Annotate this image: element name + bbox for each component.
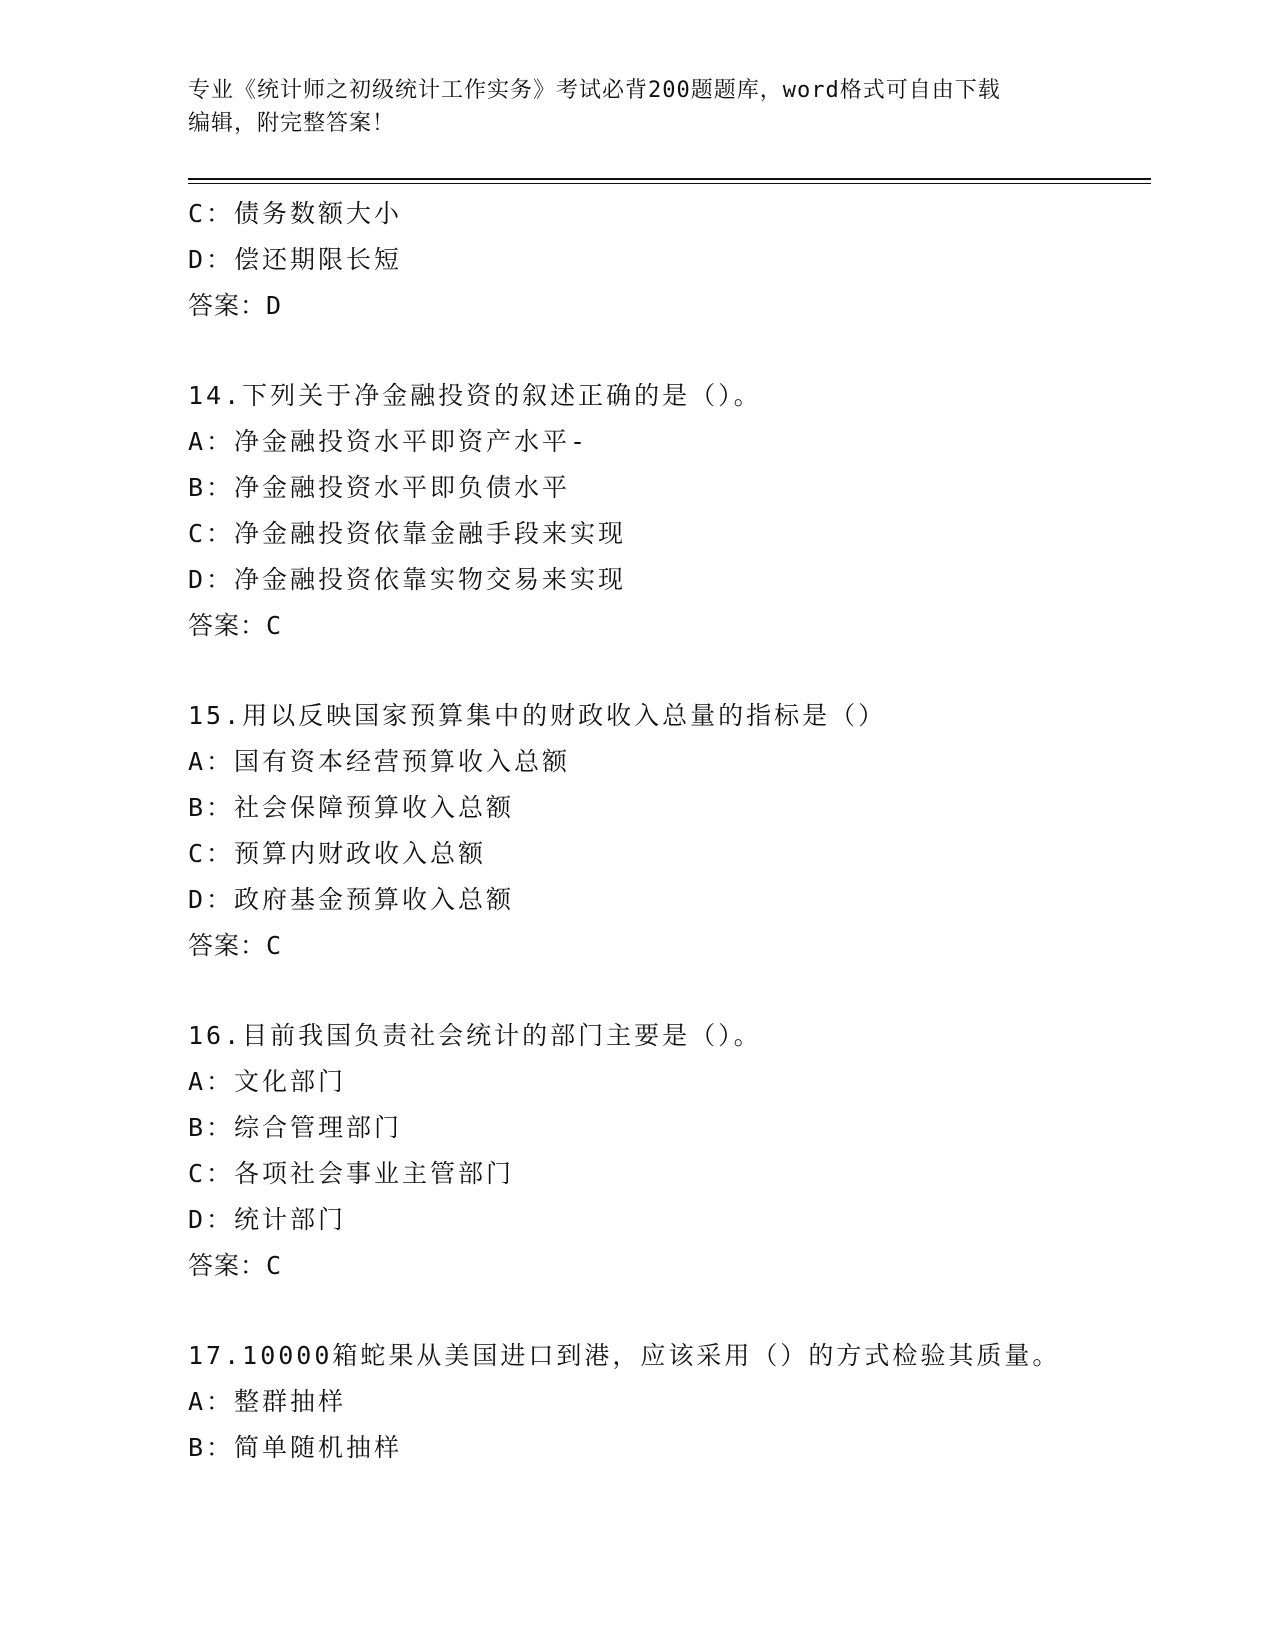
option-a: A：净金融投资水平即资产水平- — [188, 427, 589, 456]
question-block-14 — [188, 373, 1148, 649]
question-text: 14.下列关于净金融投资的叙述正确的是（）。 — [188, 381, 762, 410]
question-text: 16.目前我国负责社会统计的部门主要是（）。 — [188, 1021, 762, 1050]
option-a: A：文化部门 — [188, 1067, 347, 1096]
answer-line: 答案：C — [188, 931, 283, 960]
option-c: C：净金融投资依靠金融手段来实现 — [188, 519, 627, 548]
option-c: C：债务数额大小 — [188, 199, 403, 228]
option-c: C：预算内财政收入总额 — [188, 839, 487, 868]
option-d: D：统计部门 — [188, 1205, 347, 1234]
question-list — [188, 191, 1148, 1471]
answer-line: 答案：C — [188, 611, 283, 640]
question-block-16 — [188, 1013, 1148, 1289]
option-a: A：国有资本经营预算收入总额 — [188, 747, 571, 776]
question-block-17 — [188, 1333, 1148, 1471]
document-header — [188, 74, 1088, 140]
option-d: D：净金融投资依靠实物交易来实现 — [188, 565, 627, 594]
header-line-2: 编辑，附完整答案！ — [188, 111, 396, 136]
option-a: A：整群抽样 — [188, 1387, 347, 1416]
header-line-1: 专业《统计师之初级统计工作实务》考试必背200题题库，word格式可自由下载 — [188, 78, 1001, 103]
question-text: 15.用以反映国家预算集中的财政收入总量的指标是（） — [188, 701, 887, 730]
option-b: B：综合管理部门 — [188, 1113, 403, 1142]
option-d: D：偿还期限长短 — [188, 245, 403, 274]
option-b: B：净金融投资水平即负债水平 — [188, 473, 571, 502]
header-rule-thick — [188, 178, 1151, 180]
header-rule-thin — [188, 183, 1151, 184]
option-c: C：各项社会事业主管部门 — [188, 1159, 515, 1188]
answer-line: 答案：D — [188, 291, 283, 320]
question-text: 17.10000箱蛇果从美国进口到港，应该采用（）的方式检验其质量。 — [188, 1341, 1061, 1370]
option-b: B：简单随机抽样 — [188, 1433, 403, 1462]
question-block-13 — [188, 191, 1148, 329]
option-d: D：政府基金预算收入总额 — [188, 885, 515, 914]
option-b: B：社会保障预算收入总额 — [188, 793, 515, 822]
question-block-15 — [188, 693, 1148, 969]
answer-line: 答案：C — [188, 1251, 283, 1280]
